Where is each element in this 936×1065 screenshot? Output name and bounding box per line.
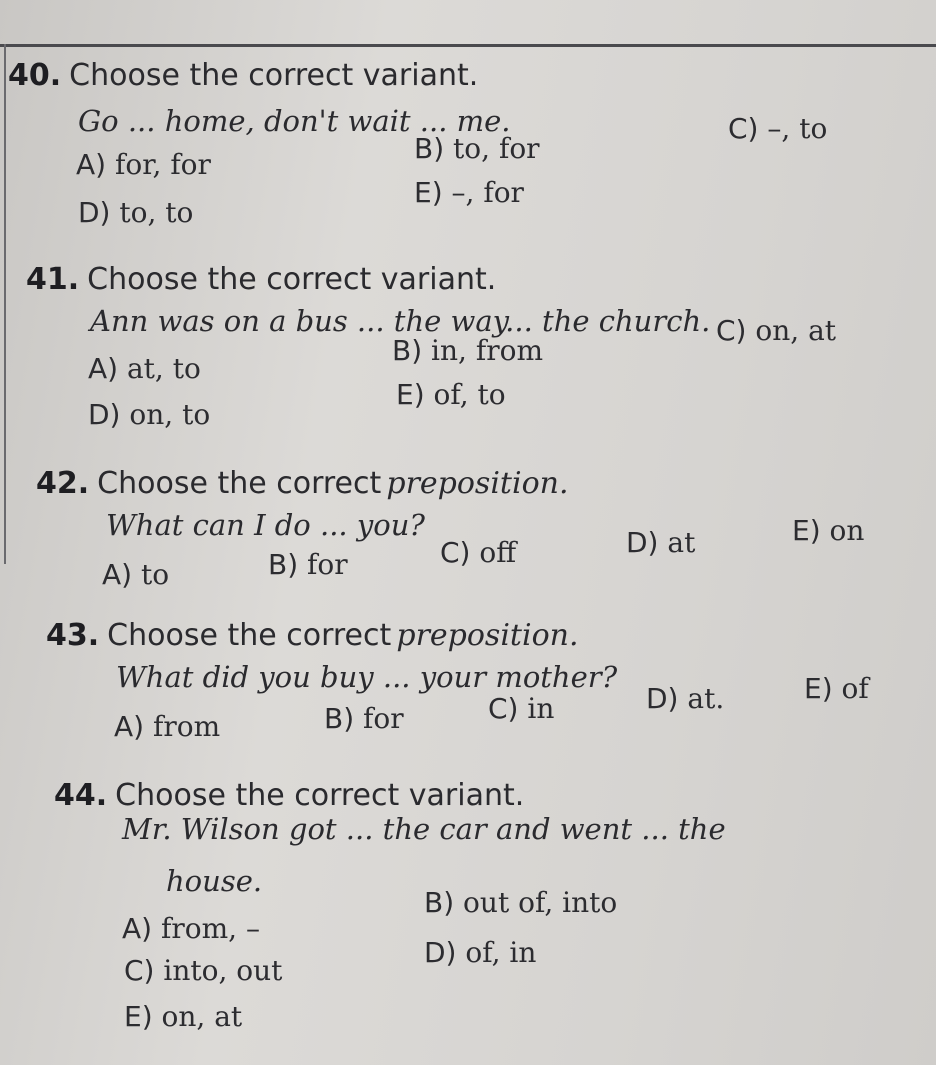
question-41-header [26, 262, 496, 297]
question-43-header [46, 618, 578, 653]
question-44-prompt-line2: house. [166, 864, 263, 898]
question-43-option-c[interactable]: C) in [488, 692, 555, 725]
question-instruction: Choose the correct variant. [69, 58, 479, 93]
question-44-option-e[interactable]: E) on, at [124, 1000, 243, 1033]
question-number: 43. [46, 618, 100, 653]
question-44-header [54, 778, 524, 813]
question-42-option-d[interactable]: D) at [626, 526, 696, 559]
question-41-option-d[interactable]: D) on, to [88, 398, 211, 431]
question-42-header [36, 466, 568, 501]
question-42-option-c[interactable]: C) off [440, 536, 517, 569]
question-number: 42. [36, 466, 90, 501]
question-40-header [8, 58, 478, 93]
question-42-prompt: What can I do ... you? [106, 508, 425, 542]
question-41-prompt: Ann was on a bus ... the way... the church. [90, 304, 711, 338]
question-44-option-a[interactable]: A) from, – [122, 912, 260, 945]
question-44-option-b[interactable]: B) out of, into [424, 886, 618, 919]
question-40-option-b[interactable]: B) to, for [414, 132, 540, 165]
top-divider [0, 44, 936, 47]
question-42-option-a[interactable]: A) to [102, 558, 170, 591]
question-43-option-a[interactable]: A) from [114, 710, 221, 743]
question-40-prompt: Go ... home, don't wait ... me. [78, 104, 511, 138]
question-number: 41. [26, 262, 80, 297]
question-instruction: Choose the correct [107, 618, 392, 653]
question-41-option-e[interactable]: E) of, to [396, 378, 506, 411]
question-44-prompt-line1: Mr. Wilson got ... the car and went ... the [122, 812, 726, 846]
question-40-option-a[interactable]: A) for, for [76, 148, 211, 181]
question-number: 40. [8, 58, 62, 93]
question-41-option-b[interactable]: B) in, from [392, 334, 543, 367]
question-43-option-e[interactable]: E) of [804, 672, 869, 705]
question-41-option-c[interactable]: C) on, at [716, 314, 837, 347]
question-41-option-a[interactable]: A) at, to [88, 352, 201, 385]
question-44-option-d[interactable]: D) of, in [424, 936, 537, 969]
question-42-option-e[interactable]: E) on [792, 514, 865, 547]
question-instruction-emphasis: preposition. [396, 618, 579, 653]
left-margin-line [4, 44, 6, 564]
question-44-option-c[interactable]: C) into, out [124, 954, 283, 987]
question-number: 44. [54, 778, 108, 813]
question-instruction: Choose the correct variant. [115, 778, 525, 813]
question-40-option-c[interactable]: C) –, to [728, 112, 828, 145]
question-instruction-emphasis: preposition. [386, 466, 569, 501]
question-42-option-b[interactable]: B) for [268, 548, 348, 581]
question-43-option-b[interactable]: B) for [324, 702, 404, 735]
question-instruction: Choose the correct [97, 466, 382, 501]
question-40-option-e[interactable]: E) –, for [414, 176, 524, 209]
question-43-option-d[interactable]: D) at. [646, 682, 725, 715]
question-40-option-d[interactable]: D) to, to [78, 196, 194, 229]
question-instruction: Choose the correct variant. [87, 262, 497, 297]
question-43-prompt: What did you buy ... your mother? [116, 660, 618, 694]
